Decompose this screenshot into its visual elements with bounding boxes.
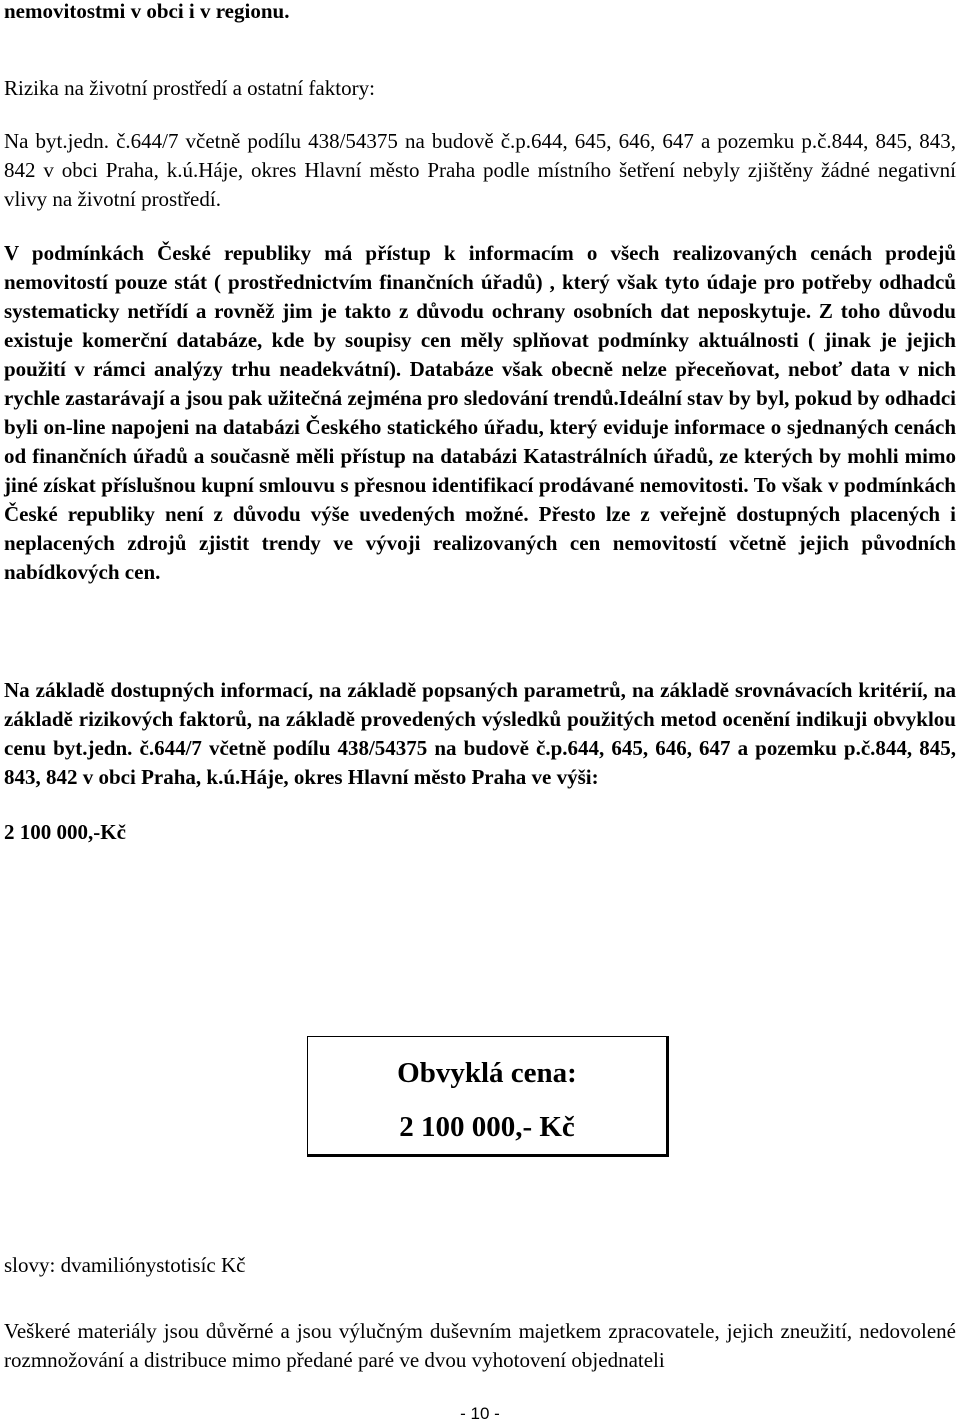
price-box-label: Obvyklá cena: (397, 1057, 577, 1089)
intro-paragraph-end: nemovitostmi v obci i v regionu. (4, 0, 290, 23)
price-box-value: 2 100 000,- Kč (399, 1111, 575, 1143)
confidentiality-note: Veškeré materiály jsou důvěrné a jsou výlučným duševním majetkem zpracovatele, jejich zneužití, nedovolené rozmnožování a distribuce mimo předané paré ve dvou vyhotovení objednateli (4, 1319, 956, 1372)
risks-heading: Rizika na životní prostředí a ostatní faktory: (4, 76, 375, 100)
market-info-paragraph: V podmínkách České republiky má přístup k informacím o všech realizovaných cenách prodejů nemovitostí pouze stát ( prostřednictvím finančních úřadů) , který však tyto údaje pro potřeby odhadců systematicky netřídí a rovněž jim je takto z důvodu ochrany osobních dat neposkytuje. Z toho důvodu existuje komerční databáze, kde by soupisy cen měly splňovat podmínky aktuálnosti ( jinak je jejich použití v rámci analýzy trhu neadekvátní). Databáze však obecně nelze přeceňovat, neboť data v nich rychle zastarávají a jsou pak užitečná zejména pro sledování trendů.Ideální stav by byl, pokud by odhadci byli on-line napojeni na databázi Českého statického úřadu, který eviduje informace o sjednaných cenách od finančních úřadů a současně měli přístup na databázi Katastrálních úřadů, ze kterých by mohli mimo jiné získat příslušnou kupní smlouvu s přesnou identifikací prodávané nemovitosti. To však v podmínkách České republiky není z důvodu výše uvedených možné. Přesto lze z veřejně dostupných placených i neplacených zdrojů zjistit trendy ve vývoji realizovaných cen nemovitostí včetně jejich původních nabídkových cen. (4, 241, 956, 584)
price-box (307, 1036, 669, 1157)
page-number: - 10 - (460, 1404, 500, 1423)
conclusion-price: 2 100 000,-Kč (4, 820, 126, 844)
price-in-words: slovy: dvamiliónystotisíc Kč (4, 1253, 246, 1277)
risks-paragraph: Na byt.jedn. č.644/7 včetně podílu 438/54375 na budově č.p.644, 645, 646, 647 a pozemku p.č.844, 845, 843, 842 v obci Praha, k.ú.Háje, okres Hlavní město Praha podle místního šetření nebyly zjištěny žádné negativní vlivy na životní prostředí. (4, 129, 956, 211)
conclusion-paragraph: Na základě dostupných informací, na základě popsaných parametrů, na základě srovnávacích kritérií, na základě rizikových faktorů, na základě provedených výsledků použitých metod ocenění indikuji obvyklou cenu byt.jedn. č.644/7 včetně podílu 438/54375 na budově č.p.644, 645, 646, 647 a pozemku p.č.844, 845, 843, 842 v obci Praha, k.ú.Háje, okres Hlavní město Praha ve výši: (4, 678, 956, 789)
